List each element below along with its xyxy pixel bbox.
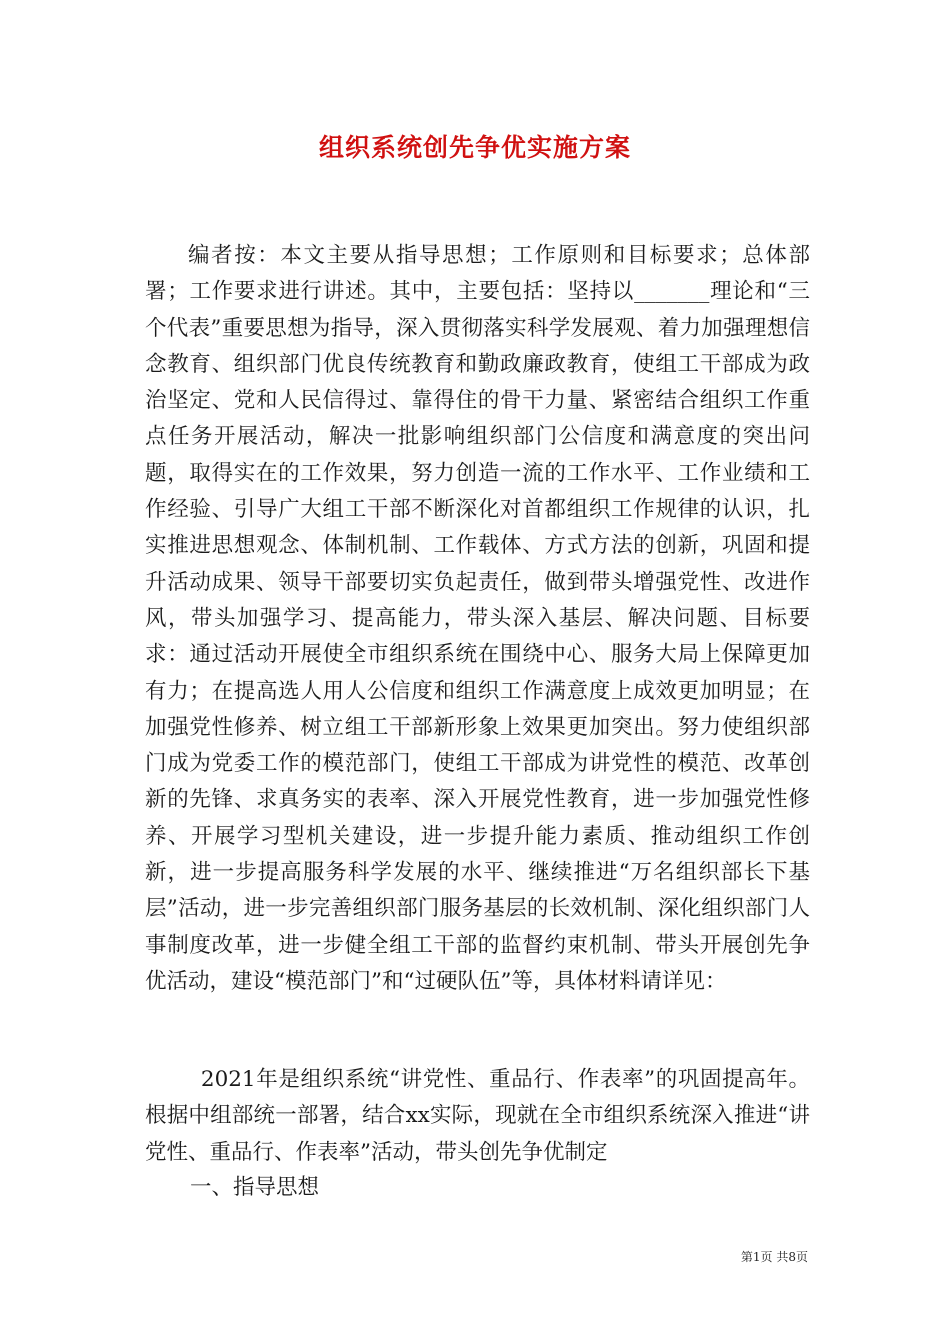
- section-heading-guiding-ideology: 一、指导思想: [190, 1175, 320, 1200]
- editor-note-paragraph: 编者按：本文主要从指导思想；工作原则和目标要求；总体部署；工作要求进行讲述。其中，主要包括：坚持以_______理论和“三个代表”重要思想为指导，深入贯彻落实科学发展观、着力加强理想信念教育、组织部门优良传统教育和勤政廉政教育，使组工干部成为政治坚定、党和人民信得过、靠得住的骨干力量、紧密结合组织工作重点任务开展活动，解决一批影响组织部门公信度和满意度的突出问题，取得实在的工作效果，努力创造一流的工作水平、工作业绩和工作经验、引导广大组工干部不断深化对首都组织工作规律的认识，扎实推进思想观念、体制机制、工作载体、方式方法的创新，巩固和提升活动成果、领导干部要切实负起责任，做到带头增强党性、改进作风，带头加强学习、提高能力，带头深入基层、解决问题、目标要求：通过活动开展使全市组织系统在围绕中心、服务大局上保障更加有力；在提高选人用人公信度和组织工作满意度上成效更加明显；在加强党性修养、树立组工干部新形象上效果更加突出。努力使组织部门成为党委工作的模范部门，使组工干部成为讲党性的模范、改革创新的先锋、求真务实的表率、深入开展党性教育，进一步加强党性修养、开展学习型机关建设，进一步提升能力素质、推动组织工作创新，进一步提高服务科学发展的水平、继续推进“万名组织部长下基层”活动，进一步完善组织部门服务基层的长效机制、深化组织部门人事制度改革，进一步健全组工干部的监督约束机制、带头开展创先争优活动，建设“模范部门”和“过硬队伍”等，具体材料请详见：: [145, 243, 810, 994]
- document-title: 组织系统创先争优实施方案: [318, 133, 631, 162]
- intro-paragraph: 2021年是组织系统“讲党性、重品行、作表率”的巩固提高年。根据中组部统一部署，结合xx实际，现就在全市组织系统深入推进“讲党性、重品行、作表率”活动，带头创先争优制定: [145, 1067, 810, 1165]
- page-number-footer: 第1页 共8页: [740, 1250, 808, 1264]
